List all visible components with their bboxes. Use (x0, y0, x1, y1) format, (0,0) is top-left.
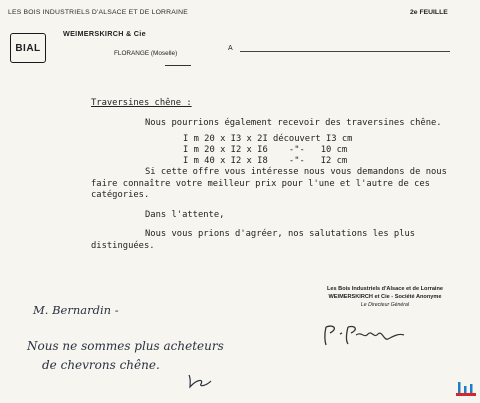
stamp-line: Le Directeur Général (360, 302, 410, 308)
stamp-line: Les Bois Industriels d'Alsace et de Lorraine (326, 286, 444, 292)
letter-body-line: Nous pourrions également recevoir des traversines chêne. (145, 118, 442, 128)
letter-subject: Traversines chêne : (91, 98, 192, 108)
recipient-address-line (240, 51, 450, 52)
handwritten-signature (318, 315, 408, 349)
letter-body-line: Nous vous prions d'agréer, nos salutations les plus (145, 229, 416, 239)
firm-name: WEIMERSKIRCH & Cie (63, 29, 146, 38)
letter-body-line: Dans l'attente, (145, 210, 225, 220)
recipient-prefix: A (228, 45, 233, 52)
firm-city: FLORANGE (Moselle) (114, 50, 178, 57)
letter-body-line: faire connaître votre meilleur prix pour l'une et l'autre de ces (91, 179, 430, 189)
company-stamp (315, 285, 455, 309)
handwritten-note-line: Nous ne sommes plus acheteurs (27, 339, 224, 353)
archive-mark-icon (456, 379, 476, 399)
handwritten-initial (186, 371, 214, 389)
dimension-line: I m 20 x I3 x 2I découvert I3 cm (183, 134, 353, 144)
dimension-line: I m 20 x I2 x I6 -"- 10 cm (183, 145, 348, 155)
city-underline (165, 65, 191, 66)
logo-text: BIAL (15, 43, 41, 54)
letter-body-line: Si cette offre vous intéresse nous vous demandons de nous (145, 167, 447, 177)
letterhead-company-name: LES BOIS INDUSTRIELS D'ALSACE ET DE LORRAINE (8, 9, 188, 16)
dimension-line: I m 40 x I2 x I8 -"- I2 cm (183, 156, 348, 166)
handwritten-note-line: de chevrons chêne. (42, 358, 160, 372)
stamp-line: WEIMERSKIRCH et Cie - Société Anonyme (328, 294, 442, 300)
handwritten-recipient-name: M. Bernardin - (33, 303, 119, 317)
company-logo (10, 33, 46, 63)
letter-body-line: distinguées. (91, 241, 155, 251)
page-number-label: 2e FEUILLE (410, 9, 448, 16)
letter-body-line: catégories. (91, 190, 150, 200)
